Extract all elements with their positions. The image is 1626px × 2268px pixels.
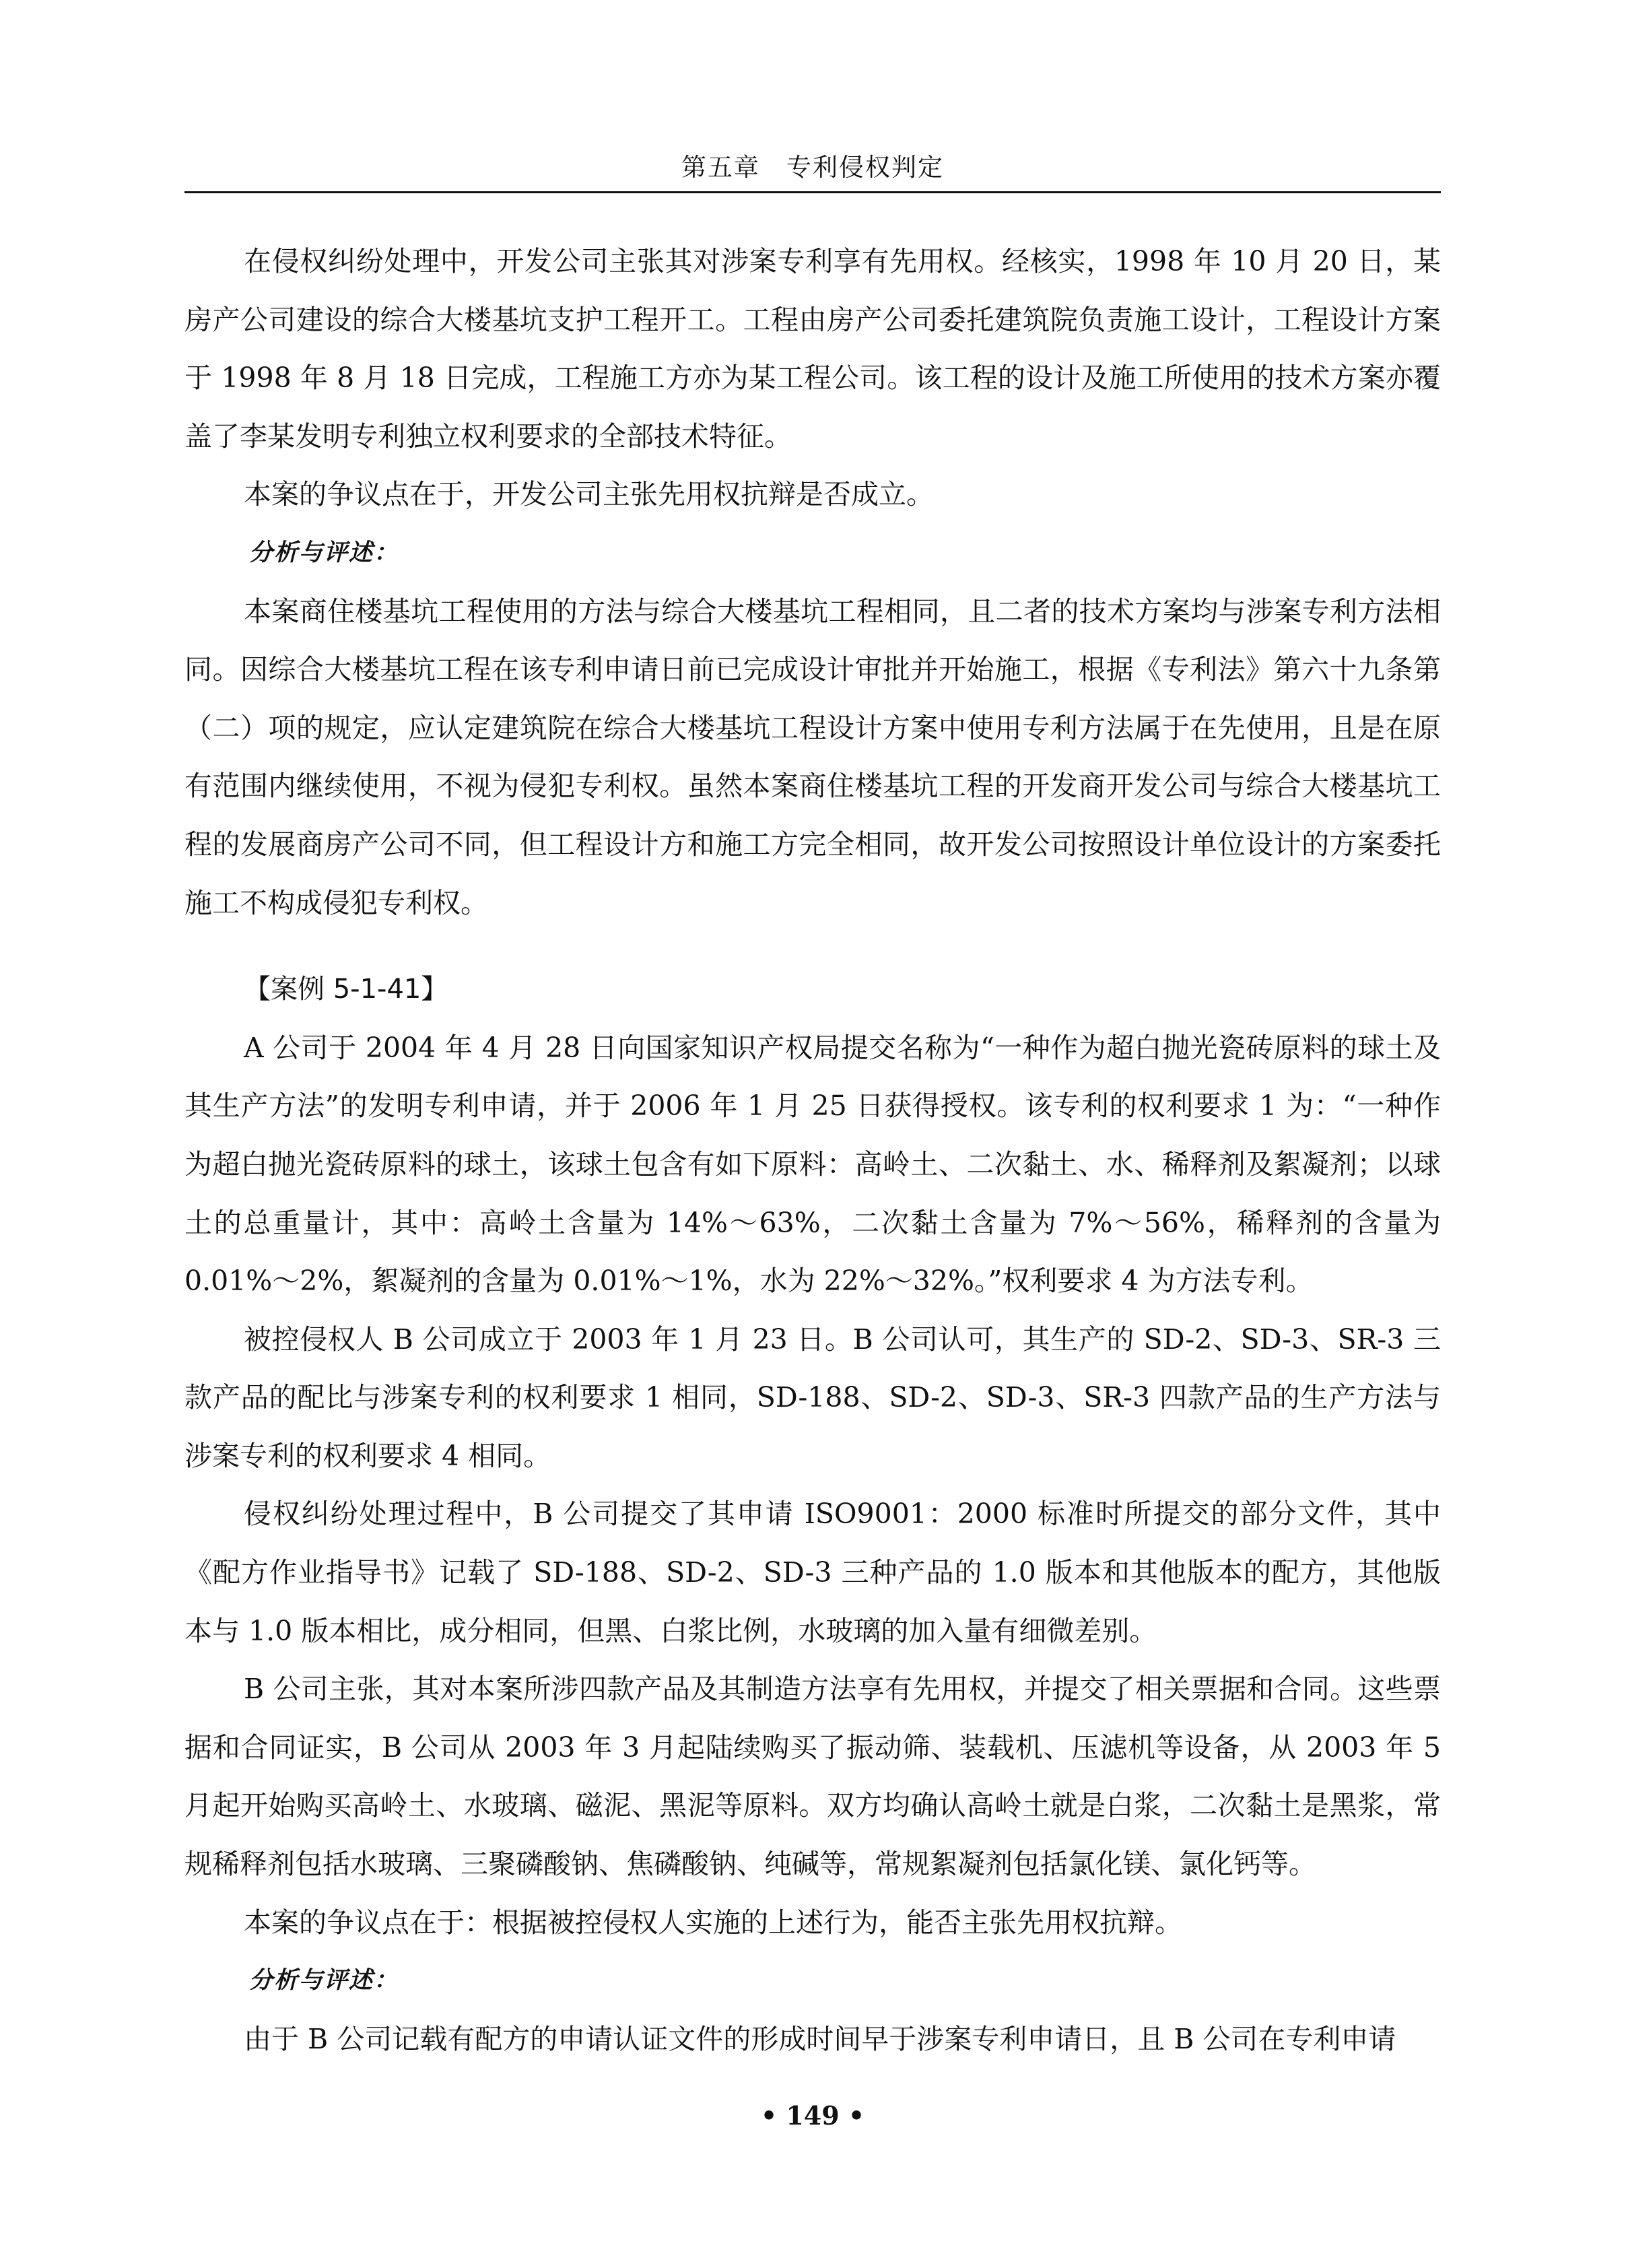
document-body [184, 232, 1441, 2068]
paragraph-accused-infringer: 被控侵权人 B 公司成立于 2003 年 1 月 23 日。B 公司认可，其生产的 SD-2、SD-3、SR-3 三款产品的配比与涉案专利的权利要求 1 相同，SD-188、SD-2、SD-3、SR-3 四款产品的生产方法与涉案专利的权利要求 4 相同。 [184, 1323, 1441, 1472]
section-spacer [184, 932, 1441, 960]
paragraph-prior-use-claim: 在侵权纠纷处理中，开发公司主张其对涉案专利享有先用权。经核实，1998 年 10 月 20 日，某房产公司建设的综合大楼基坑支护工程开工。工程由房产公司委托建筑院负责施工设计，工程设计方案于 1998 年 8 月 18 日完成，工程施工方亦为某工程公司。该工程的设计及施工所使用的技术方案亦覆盖了李某发明专利独立权利要求的全部技术特征。 [184, 245, 1441, 453]
page-number: • 149 • [760, 2100, 865, 2131]
analysis-heading-1: 分析与评述： [249, 539, 399, 566]
paragraph-dispute-point-1: 本案的争议点在于，开发公司主张先用权抗辩是否成立。 [244, 478, 934, 511]
paragraph-analysis-2: 由于 B 公司记载有配方的申请认证文件的形成时间早于涉案专利申请日，且 B 公司在专利申请 [244, 2022, 1396, 2055]
header-divider [184, 191, 1441, 193]
paragraph-case-patent: A 公司于 2004 年 4 月 28 日向国家知识产权局提交名称为“一种作为超白抛光瓷砖原料的球土及其生产方法”的发明专利申请，并于 2006 年 1 月 25 日获得授权。该专利的权利要求 1 为：“一种作为超白抛光瓷砖原料的球土，该球土包含有如下原料：高岭土、二次黏土、水、稀释剂及絮凝剂；以球土的总重量计，其中：高岭土含量为 14%～63%，二次黏土含量为 7%～56%，稀释剂的含量为 0.01%～2%，絮凝剂的含量为 0.01%～1%，水为 22%～32%。”权利要求 4 为方法专利。 [184, 1031, 1441, 1298]
analysis-heading-2: 分析与评述： [249, 1967, 399, 1995]
paragraph-dispute-point-2: 本案的争议点在于：根据被控侵权人实施的上述行为，能否主张先用权抗辩。 [244, 1906, 1182, 1939]
paragraph-analysis-1: 本案商住楼基坑工程使用的方法与综合大楼基坑工程相同，且二者的技术方案均与涉案专利方法相同。因综合大楼基坑工程在该专利申请日前已完成设计审批并开始施工，根据《专利法》第六十九条第（二）项的规定，应认定建筑院在综合大楼基坑工程设计方案中使用专利方法属于在先使用，且是在原有范围内继续使用，不视为侵犯专利权。虽然本案商住楼基坑工程的开发商开发公司与综合大楼基坑工程的发展商房产公司不同，但工程设计方和施工方完全相同，故开发公司按照设计单位设计的方案委托施工不构成侵犯专利权。 [184, 595, 1441, 919]
case-title: 【案例 5-1-41】 [244, 974, 448, 1005]
running-header: 第五章 专利侵权判定 [681, 153, 944, 182]
paragraph-iso-documents: 侵权纠纷处理过程中，B 公司提交了其申请 ISO9001：2000 标准时所提交的部分文件，其中《配方作业指导书》记载了 SD-188、SD-2、SD-3 三种产品的 1.0 版本和其他版本的配方，其他版本与 1.0 版本相比，成分相同，但黑、白浆比例，水玻璃的加入量有细微差别。 [184, 1498, 1441, 1647]
paragraph-evidence: B 公司主张，其对本案所涉四款产品及其制造方法享有先用权，并提交了相关票据和合同。这些票据和合同证实，B 公司从 2003 年 3 月起陆续购买了振动筛、装载机、压滤机等设备，从 2003 年 5 月起开始购买高岭土、水玻璃、磁泥、黑泥等原料。双方均确认高岭土就是白浆，二次黏土是黑浆，常规稀释剂包括水玻璃、三聚磷酸钠、焦磷酸钠、纯碱等，常规絮凝剂包括氯化镁、氯化钙等。 [184, 1673, 1441, 1881]
